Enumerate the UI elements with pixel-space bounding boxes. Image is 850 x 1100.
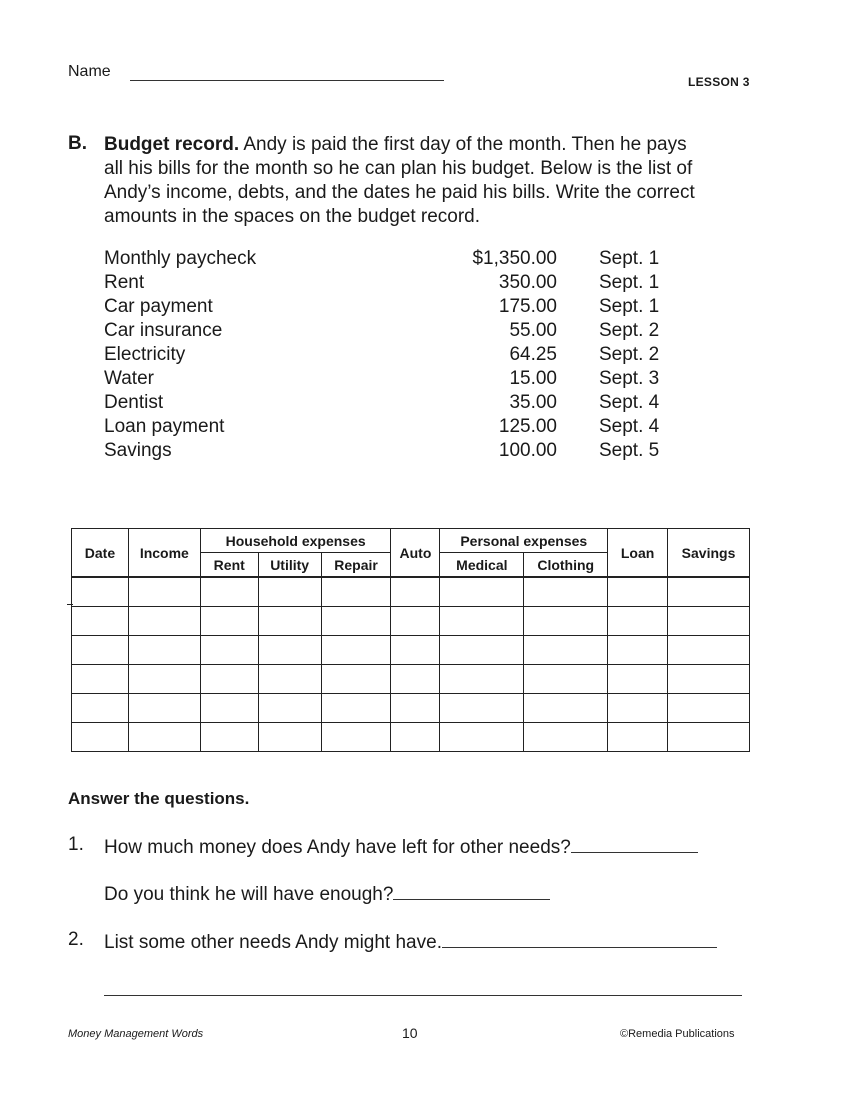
table-cell[interactable] [258, 577, 321, 607]
question-1-number: 1. [68, 834, 84, 855]
table-cell[interactable] [321, 665, 391, 694]
table-cell[interactable] [668, 607, 750, 636]
name-blank-line[interactable] [130, 80, 444, 81]
ledger-item: Electricity [104, 344, 186, 365]
ledger-row [104, 320, 684, 344]
table-cell[interactable] [258, 607, 321, 636]
table-cell[interactable] [668, 723, 750, 752]
table-cell[interactable] [128, 607, 200, 636]
ledger-item: Water [104, 368, 154, 389]
col-header-repair: Repair [321, 553, 391, 578]
answer-2-extra-line[interactable] [104, 995, 742, 996]
ledger-date: Sept. 2 [599, 320, 660, 341]
ledger-row [104, 392, 684, 416]
ledger-amount: 35.00 [509, 392, 557, 413]
table-cell[interactable] [608, 607, 668, 636]
ledger-date: Sept. 3 [599, 368, 660, 389]
table-cell[interactable] [200, 694, 258, 723]
table-cell[interactable] [200, 577, 258, 607]
table-cell[interactable] [524, 636, 608, 665]
ledger-amount: 100.00 [498, 440, 557, 461]
table-row [72, 665, 750, 694]
section-title: Budget record. [104, 134, 240, 155]
table-cell[interactable] [128, 723, 200, 752]
table-cell[interactable] [72, 636, 129, 665]
col-header-medical: Medical [440, 553, 524, 578]
question-1 [104, 834, 698, 859]
table-cell[interactable] [200, 723, 258, 752]
table-row [72, 723, 750, 752]
lesson-label: LESSON 3 [688, 75, 750, 89]
table-cell[interactable] [321, 723, 391, 752]
table-cell[interactable] [391, 577, 440, 607]
table-cell[interactable] [440, 607, 524, 636]
question-2-number: 2. [68, 929, 84, 950]
answer-2-blank[interactable] [442, 929, 717, 948]
table-cell[interactable] [200, 636, 258, 665]
ledger-item: Savings [104, 440, 172, 461]
question-2 [104, 929, 717, 954]
table-cell[interactable] [258, 636, 321, 665]
ledger-row [104, 368, 684, 392]
table-cell[interactable] [668, 694, 750, 723]
answer-1-blank[interactable] [571, 834, 698, 853]
table-cell[interactable] [128, 636, 200, 665]
col-header-utility: Utility [258, 553, 321, 578]
ledger-date: Sept. 4 [599, 392, 660, 413]
ledger-amount: 55.00 [509, 320, 557, 341]
ledger-row [104, 440, 684, 464]
ledger-row [104, 344, 684, 368]
table-cell[interactable] [128, 577, 200, 607]
table-cell[interactable] [258, 694, 321, 723]
table-cell[interactable] [258, 665, 321, 694]
ledger-item: Rent [104, 272, 145, 293]
table-cell[interactable] [72, 577, 129, 607]
table-cell[interactable] [524, 694, 608, 723]
table-row [72, 636, 750, 665]
section-instructions [104, 133, 704, 229]
table-cell[interactable] [440, 665, 524, 694]
ledger-date: Sept. 2 [599, 344, 660, 365]
footer-book-title: Money Management Words [68, 1028, 204, 1040]
page-number: 10 [402, 1025, 418, 1041]
col-header-savings: Savings [668, 529, 750, 578]
question-1-text: How much money does Andy have left for other needs? [104, 837, 571, 858]
table-cell[interactable] [391, 636, 440, 665]
table-cell[interactable] [258, 723, 321, 752]
ledger-date: Sept. 1 [599, 296, 660, 317]
table-cell[interactable] [72, 665, 129, 694]
section-letter: B. [68, 133, 87, 154]
ledger-amount: 15.00 [509, 368, 557, 389]
question-2-text: List some other needs Andy might have. [104, 932, 442, 953]
col-header-rent: Rent [200, 553, 258, 578]
ledger-row [104, 416, 684, 440]
instructions-text: Andy is paid the first day of the month. Then he pays all his bills for the month so he can plan his budget. Below is the list of Andy’s income, debts, and the dates he paid his bills. Write the correct amounts in the spaces on the budget record. [104, 134, 695, 227]
col-header-auto: Auto [391, 529, 440, 578]
table-cell[interactable] [391, 607, 440, 636]
questions-heading: Answer the questions. [68, 789, 250, 808]
ledger-item: Loan payment [104, 416, 225, 437]
table-cell[interactable] [391, 694, 440, 723]
ledger-row [104, 296, 684, 320]
table-cell[interactable] [440, 577, 524, 607]
ledger-row [104, 248, 684, 272]
answer-1b-blank[interactable] [393, 881, 550, 900]
ledger-date: Sept. 1 [599, 272, 660, 293]
table-cell[interactable] [608, 723, 668, 752]
table-cell[interactable] [524, 723, 608, 752]
question-1b [104, 881, 550, 906]
table-cell[interactable] [440, 636, 524, 665]
ledger-amount: 64.25 [509, 344, 557, 365]
table-cell[interactable] [72, 607, 129, 636]
col-header-loan: Loan [608, 529, 668, 578]
ledger-item: Car payment [104, 296, 213, 317]
table-cell[interactable] [524, 577, 608, 607]
table-cell[interactable] [200, 607, 258, 636]
ledger-amount: 125.00 [498, 416, 557, 437]
col-group-household: Household expenses [200, 529, 391, 553]
ledger-amount: 175.00 [498, 296, 557, 317]
ledger-date: Sept. 4 [599, 416, 660, 437]
ledger-date: Sept. 1 [599, 248, 660, 269]
footer-copyright: ©Remedia Publications [620, 1028, 735, 1040]
table-cell[interactable] [321, 577, 391, 607]
table-cell[interactable] [72, 694, 129, 723]
name-label: Name [68, 63, 111, 80]
table-cell[interactable] [524, 665, 608, 694]
col-header-clothing: Clothing [524, 553, 608, 578]
table-cell[interactable] [200, 665, 258, 694]
table-cell[interactable] [608, 694, 668, 723]
table-cell[interactable] [321, 607, 391, 636]
ledger-item: Monthly paycheck [104, 248, 257, 269]
table-cell[interactable] [72, 723, 129, 752]
question-1b-text: Do you think he will have enough? [104, 884, 394, 905]
table-cell[interactable] [608, 636, 668, 665]
ledger-item: Car insurance [104, 320, 223, 341]
ledger-row [104, 272, 684, 296]
table-cell[interactable] [391, 665, 440, 694]
table-cell[interactable] [440, 723, 524, 752]
table-row [72, 607, 750, 636]
table-cell[interactable] [391, 723, 440, 752]
ledger-amount: 350.00 [498, 272, 557, 293]
ledger-date: Sept. 5 [599, 440, 660, 461]
table-cell[interactable] [608, 577, 668, 607]
table-row [72, 694, 750, 723]
table-cell[interactable] [668, 636, 750, 665]
table-cell[interactable] [668, 665, 750, 694]
table-cell[interactable] [128, 665, 200, 694]
ledger-item: Dentist [104, 392, 164, 413]
table-cell[interactable] [128, 694, 200, 723]
col-header-income: Income [128, 529, 200, 578]
table-cell[interactable] [524, 607, 608, 636]
ledger-amount: $1,350.00 [472, 248, 557, 269]
col-group-personal: Personal expenses [440, 529, 608, 553]
table-row [72, 577, 750, 607]
table-cell[interactable] [608, 665, 668, 694]
table-cell[interactable] [321, 694, 391, 723]
table-cell[interactable] [440, 694, 524, 723]
table-cell[interactable] [321, 636, 391, 665]
col-header-date: Date [72, 529, 129, 578]
table-cell[interactable] [668, 577, 750, 607]
budget-record-table [71, 528, 750, 752]
